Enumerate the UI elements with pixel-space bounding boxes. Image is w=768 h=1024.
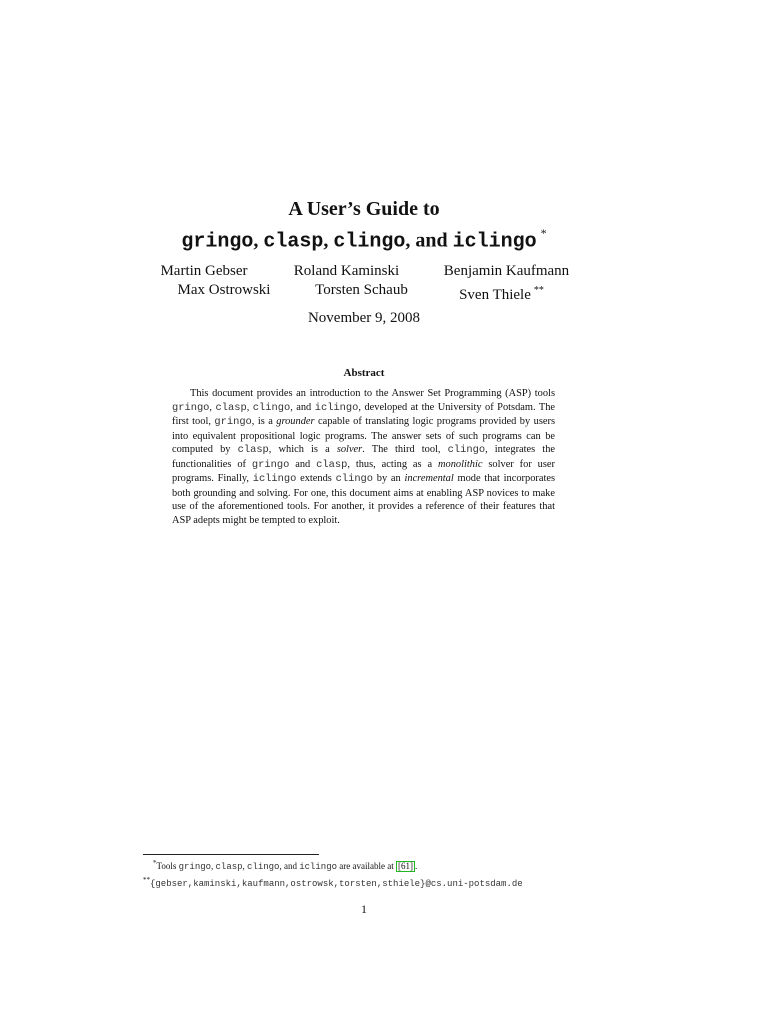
footnotes [143, 857, 613, 891]
tool-name: iclingo [314, 401, 359, 414]
title-line-2 [0, 222, 728, 256]
tool-name: clasp [215, 401, 247, 414]
abstract-text-run: , integrates the functionalities of [172, 444, 555, 470]
footnote-text: . [414, 861, 418, 871]
abstract-text-run: , developed at the University of Potsdam. The first tool, [172, 401, 556, 427]
abstract-text-run: and [289, 458, 317, 470]
abstract-text-run: , is a [251, 416, 277, 427]
author-name: Torsten Schaub [315, 282, 408, 298]
abstract-text [172, 387, 555, 527]
page-number: 1 [361, 902, 367, 916]
abstract-text-run: solver for user programs. Finally, [172, 458, 555, 484]
publication-date: November 9, 2008 [307, 310, 421, 326]
paper-title [0, 196, 728, 256]
tool-name: clingo [447, 444, 486, 456]
footnote-divider [143, 854, 319, 855]
author-list [0, 262, 728, 305]
author-row-1 [0, 262, 728, 281]
tool-name: iclingo [252, 473, 297, 485]
footnote-text: are available at [337, 861, 396, 871]
tool-name: clingo [247, 862, 280, 872]
footnote-text: , [211, 861, 216, 871]
title-line-1: A User’s Guide to [288, 198, 440, 220]
abstract-text-run: , and [290, 401, 315, 413]
tool-name: clasp [215, 862, 243, 872]
abstract-heading: Abstract [343, 367, 385, 379]
tool-name: gringo [172, 401, 210, 414]
title-tool-gringo: gringo [181, 230, 254, 254]
abstract-text-run: by an [373, 473, 405, 484]
title-sep: , [323, 229, 334, 252]
author-footnote-mark[interactable]: ** [533, 285, 544, 296]
title-sep: , [253, 229, 264, 252]
footnote-text: , and [279, 861, 300, 871]
author-name-thiele [432, 281, 572, 305]
author-name: Martin Gebser [160, 263, 248, 279]
author-name: Benjamin Kaufmann [443, 263, 570, 279]
abstract-text-run: , [246, 401, 253, 413]
email-addresses: {gebser,kaminski,kaufmann,ostrowsk,torsten,sthiele}@cs.uni-potsdam.de [150, 879, 523, 889]
emphasized-term: incremental [404, 473, 454, 484]
abstract-text-run: capable of translating logic programs provided by users into equivalent propositional logic programs. The answer sets of such programs can be computed by [172, 416, 555, 455]
emphasized-term: grounder [276, 416, 315, 427]
abstract-text-run: mode that incorporates both grounding and solving. For one, this document aims at enabling ASP novices to make use of the aforementioned tools. For another, it provides a reference of their features that ASP adepts might be tempted to exploit. [172, 473, 555, 526]
footnote-mark: ** [143, 876, 150, 884]
title-tool-clasp: clasp [263, 230, 324, 254]
tool-name: gringo [178, 862, 212, 872]
emphasized-term: solver [336, 444, 363, 455]
tool-name: iclingo [299, 862, 338, 872]
tool-name: gringo [214, 416, 252, 428]
title-sep-and: , and [405, 229, 453, 252]
abstract-text-run: extends [296, 473, 336, 484]
tool-name: gringo [251, 458, 290, 471]
footnote-text: Tools [156, 861, 179, 871]
author-name: Roland Kaminski [293, 263, 400, 279]
abstract-text-run: This document provides an introduction to the Answer Set Programming (ASP) tools [190, 388, 555, 399]
footnote-mark: * [153, 859, 157, 867]
tool-name: clingo [252, 401, 291, 414]
abstract-text-run: , thus, acting as a [347, 458, 439, 470]
abstract-text-run: . The third tool, [362, 444, 448, 455]
author-name: Max Ostrowski [177, 282, 271, 298]
title-tool-iclingo: iclingo [452, 230, 537, 254]
title-footnote-mark[interactable]: * [540, 226, 547, 240]
footnote-2 [143, 874, 613, 891]
tool-name: clingo [335, 473, 374, 485]
footnote-1 [143, 857, 613, 874]
tool-name: clasp [237, 444, 269, 456]
title-tool-clingo: clingo [333, 230, 406, 254]
tool-name: clasp [316, 458, 348, 471]
citation-link[interactable]: [61] [397, 861, 413, 871]
emphasized-term: monolithic [438, 458, 483, 470]
abstract-text-run: , which is a [268, 444, 337, 455]
abstract-text-run: , [209, 401, 216, 413]
footnote-text: , [242, 861, 248, 871]
author-name-text: Sven Thiele [459, 287, 531, 303]
author-row-2 [0, 281, 728, 305]
